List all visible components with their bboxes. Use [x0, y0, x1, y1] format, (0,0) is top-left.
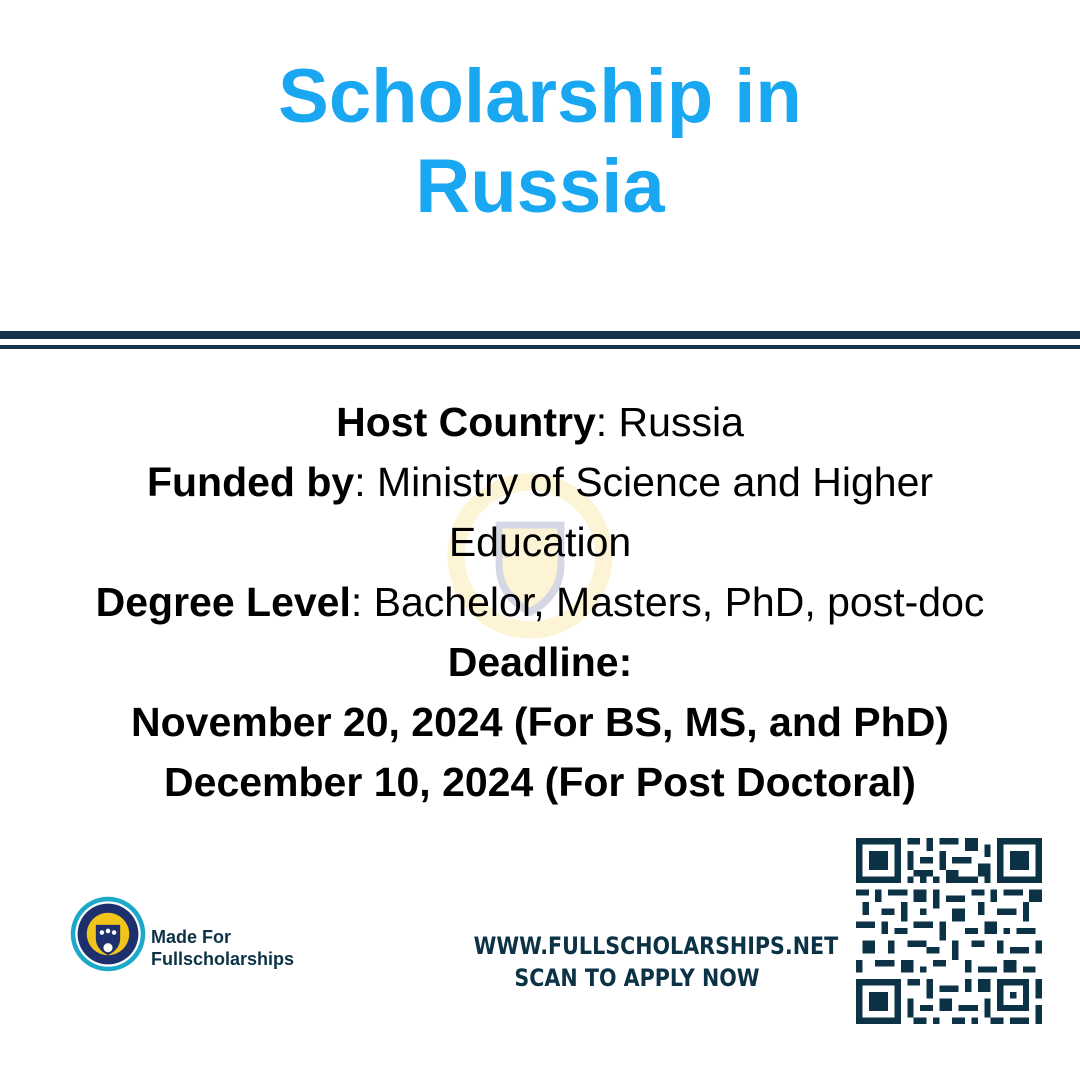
qr-code[interactable] [856, 838, 1042, 1024]
details-block [0, 392, 1080, 812]
funded-by-value: : Ministry of Science and Higher Education [354, 459, 934, 565]
fullscholarships-logo [70, 896, 146, 972]
website-cta [473, 930, 839, 994]
deadline-post-doctoral: December 10, 2024 (For Post Doctoral) [164, 759, 916, 805]
degree-level-label: Degree Level [95, 579, 351, 625]
made-for-line-2: Fullscholarships [151, 949, 295, 969]
funded-by-row [0, 452, 1080, 572]
degree-level-value: : Bachelor, Masters, PhD, post-doc [350, 579, 985, 625]
host-country-label: Host Country [336, 399, 596, 445]
made-for-line-1: Made For [151, 927, 232, 947]
divider-thick [0, 331, 1080, 339]
divider-thin [0, 345, 1080, 349]
deadline-bs-ms-phd: November 20, 2024 (For BS, MS, and PhD) [131, 699, 949, 745]
website-url[interactable]: WWW.FULLSCHOLARSHIPS.NET [473, 932, 839, 960]
deadline-label: Deadline: [447, 639, 633, 685]
degree-level-row [0, 572, 1080, 632]
funded-by-label: Funded by [146, 459, 355, 505]
host-country-row [0, 392, 1080, 452]
title [0, 52, 1080, 232]
title-line-2: Russia [415, 144, 665, 229]
scan-to-apply-text: SCAN TO APPLY NOW [514, 964, 760, 992]
host-country-value: : Russia [595, 399, 744, 445]
title-line-1: Scholarship in [278, 54, 802, 139]
made-for-label [151, 926, 294, 970]
